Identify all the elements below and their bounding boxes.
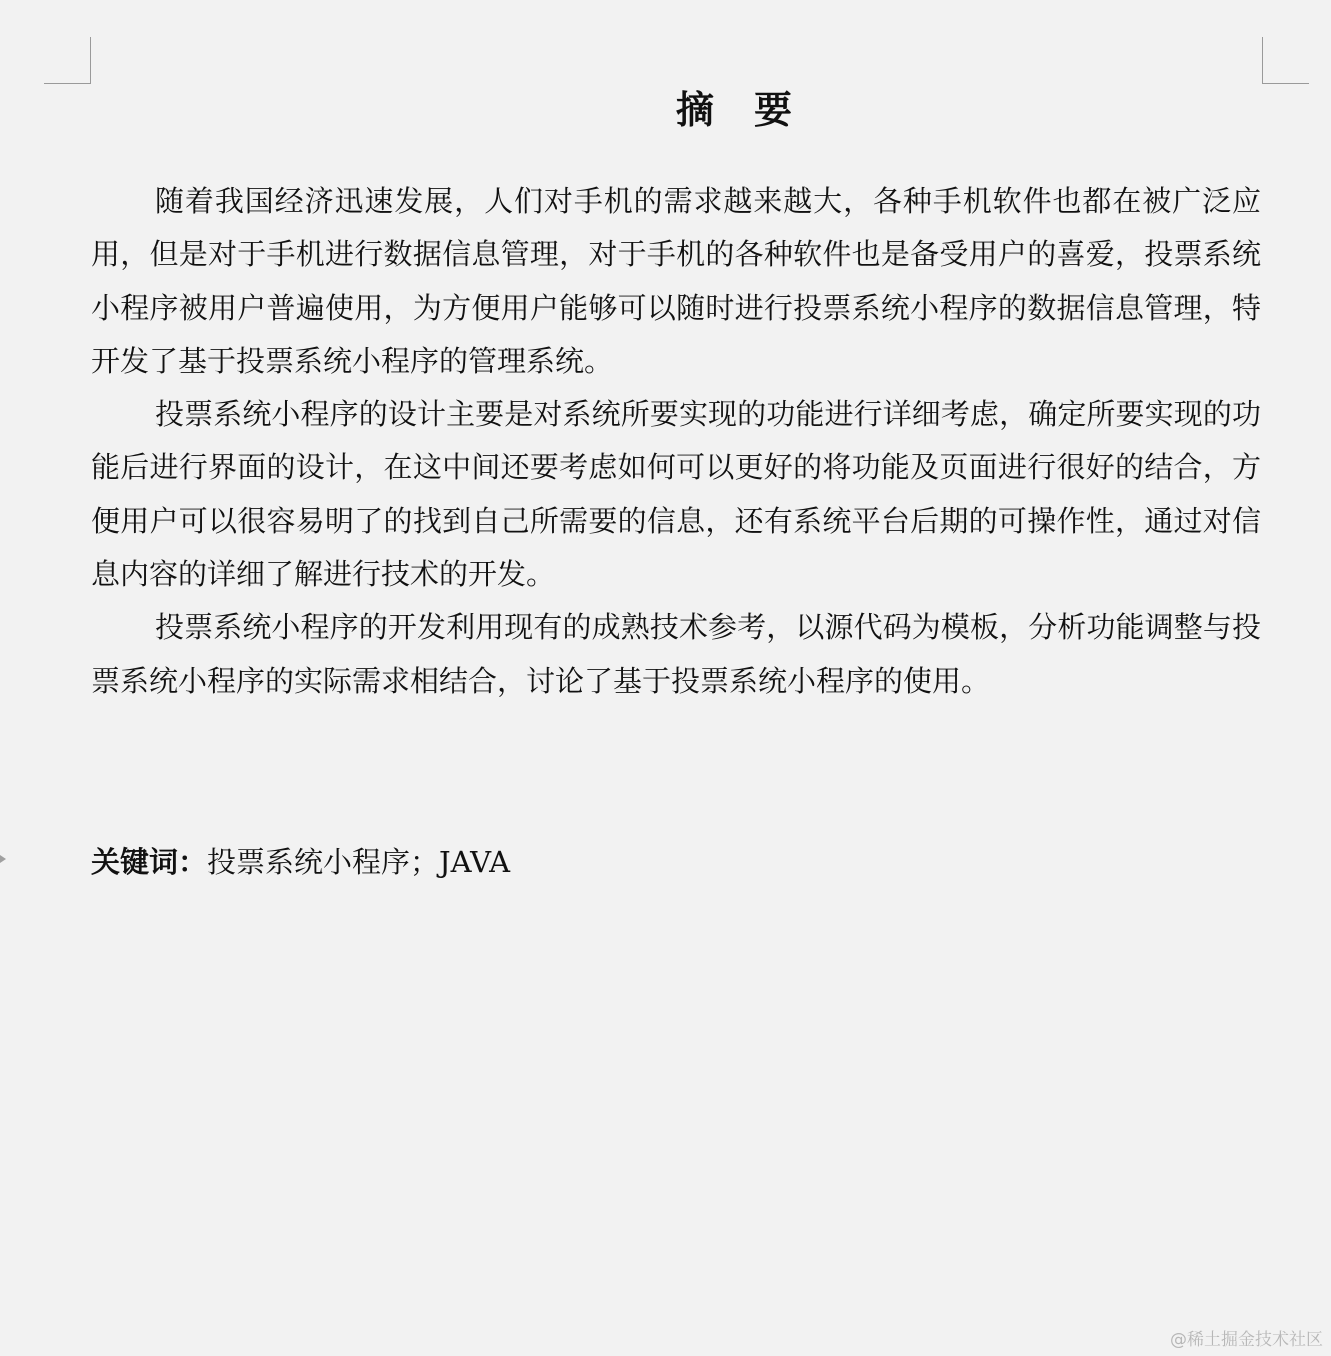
watermark: @稀土掘金技术社区 <box>1170 1330 1323 1350</box>
margin-arrow-icon <box>0 855 6 863</box>
abstract-body <box>91 175 1261 708</box>
page-corner-mark-top-left <box>44 37 91 84</box>
abstract-title-char-1: 摘 <box>675 88 714 132</box>
abstract-paragraph-1: 随着我国经济迅速发展，人们对手机的需求越来越大，各种手机软件也都在被广泛应用，但是对于手机进行数据信息管理，对于手机的各种软件也是备受用户的喜爱，投票系统小程序被用户普遍使用，为方便用户能够可以随时进行投票系统小程序的数据信息管理，特开发了基于投票系统小程序的管理系统。 <box>91 184 1261 378</box>
keywords-value: 投票系统小程序；JAVA <box>207 845 511 879</box>
abstract-title-char-2: 要 <box>754 88 793 132</box>
keywords-label: 关键词： <box>91 845 208 879</box>
abstract-paragraph-3: 投票系统小程序的开发利用现有的成熟技术参考，以源代码为模板，分析功能调整与投票系统小程序的实际需求相结合，讨论了基于投票系统小程序的使用。 <box>91 610 1261 698</box>
abstract-title <box>0 84 1331 136</box>
page-corner-mark-top-right <box>1262 37 1309 84</box>
keywords-line <box>91 836 510 889</box>
abstract-paragraph-2: 投票系统小程序的设计主要是对系统所要实现的功能进行详细考虑，确定所要实现的功能后进行界面的设计，在这中间还要考虑如何可以更好的将功能及页面进行很好的结合，方便用户可以很容易明了的找到自己所需要的信息，还有系统平台后期的可操作性，通过对信息内容的详细了解进行技术的开发。 <box>91 397 1261 592</box>
